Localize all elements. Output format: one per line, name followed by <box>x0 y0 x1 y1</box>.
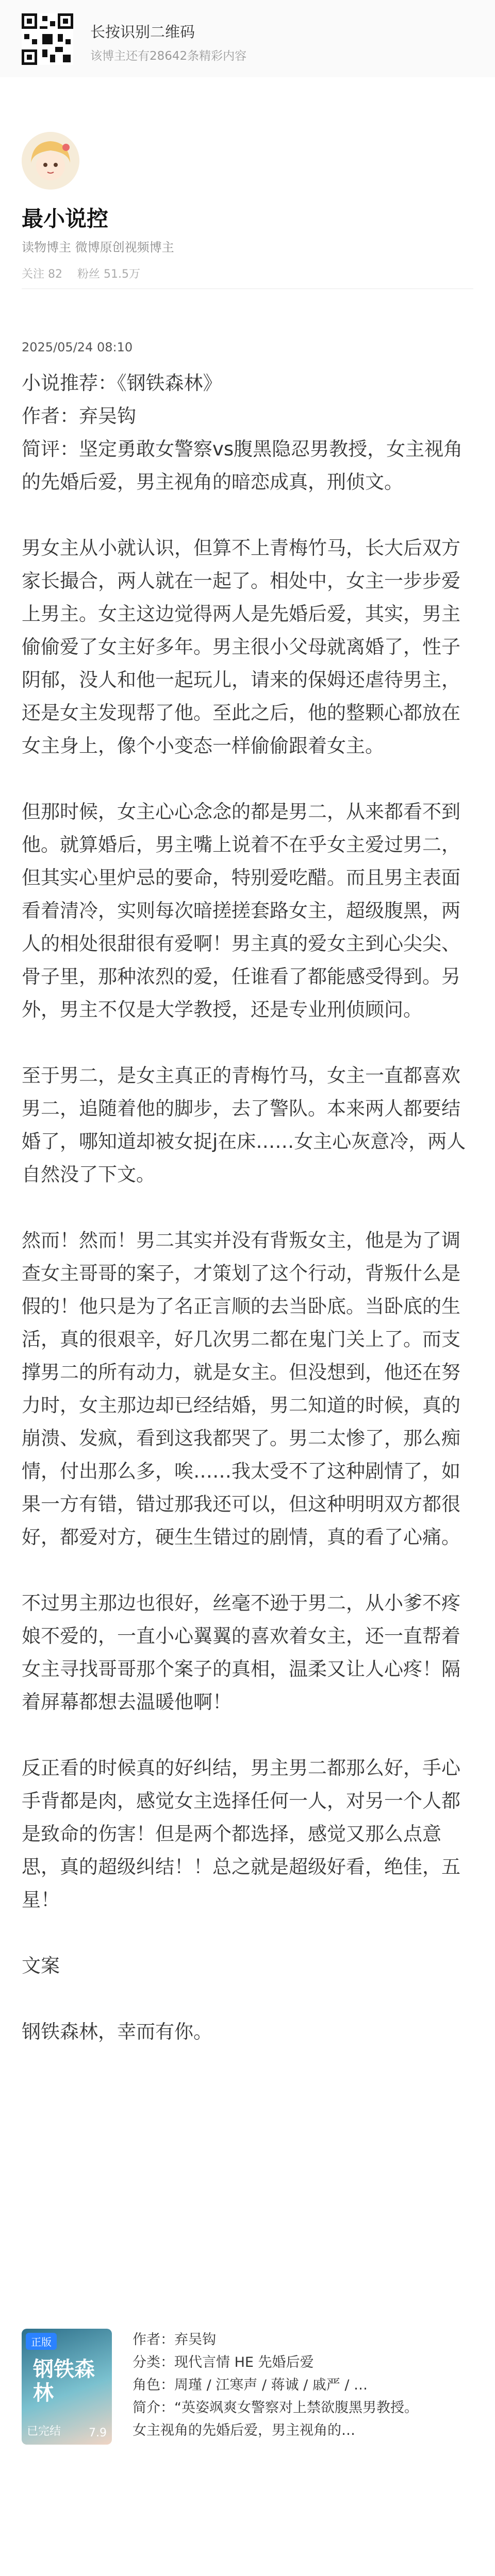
cover-status: 已完结 <box>27 2425 61 2438</box>
cover-tag: 正版 <box>26 2333 57 2350</box>
post-paragraph: 反正看的时候真的好纠结，男主男二都那么好，手心手背都是肉，感觉女主选择任何一人，对另一个人都是致命的伤害！但是两个都选择，感觉又那么点意思，真的超级纠结！！总之就是超级好看，绝佳，五星！ <box>22 1757 460 1911</box>
blurb-heading: 文案 <box>22 1955 60 1977</box>
book-review: 简评：坚定勇敢女警察vs腹黑隐忍男教授，女主视角的先婚后爱，男主视角的暗恋成真，刑侦文。 <box>22 438 463 493</box>
book-card-intro: 简介：“英姿飒爽女警察对上禁欲腹黑男教授。 <box>133 2400 418 2416</box>
qr-banner-title: 长按识别二维码 <box>90 23 195 41</box>
book-card-category: 分类：现代言情 HE 先婚后爱 <box>133 2354 314 2370</box>
post-paragraph: 男女主从小就认识，但算不上青梅竹马，长大后双方家长撮合，两人就在一起了。相处中，女主一步步爱上男主。女主这边觉得两人是先婚后爱，其实，男主偷偷爱了女主好多年。男主很小父母就离婚了，性子阴郁，没人和他一起玩儿，请来的保姆还虐待男主，还是女主发现帮了他。至此之后，他的整颗心都放在女主身上，像个小变态一样偷偷跟着女主。 <box>22 537 460 757</box>
qr-code-icon[interactable] <box>22 13 73 65</box>
post-date: 2025/05/24 08:10 <box>22 340 133 354</box>
qr-banner[interactable] <box>0 0 495 77</box>
book-card-intro-more: 女主视角的先婚后爱，男主视角的… <box>133 2422 355 2438</box>
book-author: 作者：弃吴钩 <box>22 405 136 427</box>
author-stats <box>22 265 152 281</box>
post-intro <box>22 367 475 499</box>
post-body <box>22 367 475 2048</box>
book-cover[interactable] <box>22 2329 112 2445</box>
book-card-author: 作者：弃吴钩 <box>133 2332 216 2348</box>
following-count: 关注 82 <box>22 268 62 281</box>
blurb-text: 钢铁森林，幸而有你。 <box>22 2021 212 2043</box>
qr-banner-subtitle: 该博主还有28642条精彩内容 <box>90 49 247 63</box>
cover-title: 钢铁森林 <box>33 2357 95 2405</box>
book-card-roles: 角色：周瑾 / 江寒声 / 蒋诚 / 戚严 / … <box>133 2377 368 2393</box>
book-card[interactable] <box>22 2329 473 2447</box>
book-recommendation: 小说推荐：《钢铁森林》 <box>22 372 222 394</box>
avatar[interactable] <box>22 132 79 190</box>
post-paragraph: 至于男二，是女主真正的青梅竹马，女主一直都喜欢男二，追随着他的脚步，去了警队。本来两人都要结婚了，哪知道却被女捉j在床……女主心灰意冷，两人自然没了下文。 <box>22 1064 466 1185</box>
follower-count: 粉丝 51.5万 <box>77 268 140 281</box>
cover-score: 7.9 <box>89 2427 107 2439</box>
author-name[interactable]: 最小说控 <box>22 206 109 231</box>
post-paragraph: 不过男主那边也很好，丝毫不逊于男二，从小爹不疼娘不爱的，一直小心翼翼的喜欢着女主，还一直帮着女主寻找哥哥那个案子的真相，温柔又让人心疼！隔着屏幕都想去温暖他啊！ <box>22 1592 460 1713</box>
post-paragraph: 然而！然而！男二其实并没有背叛女主，他是为了调查女主哥哥的案子，才策划了这个行动，背叛什么是假的！他只是为了名正言顺的去当卧底。当卧底的生活，真的很艰辛，好几次男二都在鬼门关上了。而支撑男二的所有动力，就是女主。但没想到，他还在努力时，女主那边却已经结婚，男二知道的时候，真的崩溃、发疯，看到这我都哭了。男二太惨了，那么痴情，付出那么多，唉……我太受不了这种剧情了，如果一方有错，错过那我还可以，但这种明明双方都很好，都爱对方，硬生生错过的剧情，真的看了心痛。 <box>22 1229 460 1548</box>
author-bio: 读物博主 微博原创视频博主 <box>22 240 174 255</box>
book-info <box>133 2329 473 2442</box>
post-paragraph: 但那时候，女主心心念念的都是男二，从来都看不到他。就算婚后，男主嘴上说着不在乎女主爱过男二，但其实心里炉忌的要命，特别爱吃醋。而且男主表面看着清冷，实则每次暗搓搓套路女主，超级腹黑，两人的相处很甜很有爱啊！男主真的爱女主到心尖尖、骨子里，那种浓烈的爱，任谁看了都能感受得到。另外，男主不仅是大学教授，还是专业刑侦顾问。 <box>22 801 460 1021</box>
